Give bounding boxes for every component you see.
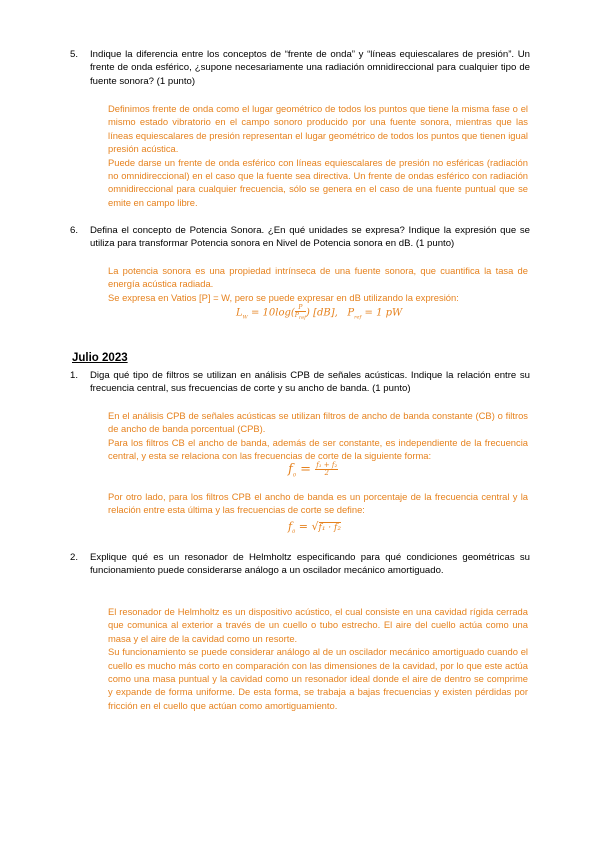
question-number: 5.: [70, 49, 79, 60]
question-text: Indique la diferencia entre los conceptos de “frente de onda” y “líneas equiescalares de presión”. Un frente de onda esférico, ¿supone necesariamente una radiación omnidireccional para cualquier tipo de fuente sonora? (1 punto): [90, 49, 530, 87]
answer-1-continued: [108, 490, 528, 517]
answer-paragraph: El resonador de Helmholtz es un dispositivo acústico, el cual consiste en una cavidad rígida cerrada que comunica al exterior a través de un cuello o tubo estrecho. El aire del cuello actúa como una masa y el aire de la cavidad como un resorte.: [108, 606, 528, 644]
answer-paragraph: Definimos frente de onda como el lugar geométrico de todos los puntos que tiene la misma fase o el mismo estado vibratorio en el campo sonoro producido por una fuente sonora, mientras que las líneas equiescalares de presión representan el lugar geométrico de todos los puntos que tienen igual presión acústica.: [108, 103, 528, 155]
answer-paragraph: La potencia sonora es una propiedad intrínseca de una fuente sonora, que cuantifica la tasa de energía acústica radiada.: [108, 265, 528, 290]
answer-paragraph: Puede darse un frente de onda esférico con líneas equiescalares de presión no esféricas (radiación no omnidireccional) en el caso que la fuente sea directiva. Un frente de ondas esférico con radiación omnidireccional para cualquier frecuencia, sólo se genera en el caso de una fuente puntual que se emite en campo libre.: [108, 156, 528, 208]
answer-paragraph: Para los filtros CB el ancho de banda, además de ser constante, es independiente de la frecuencia central, y esta se relaciona con las frecuencias de corte de la siguiente forma:: [108, 436, 528, 462]
question-5: [70, 48, 530, 88]
question-number: 2.: [70, 552, 79, 563]
answer-paragraph: Su funcionamiento se puede considerar análogo al de un oscilador mecánico amortiguado cuando el cuello es mucho más corto en comparación con las dimensiones de la cavidad, por lo que este actúa como una masa puntual y la cavidad como un resonador ideal donde el aire de dentro se comprime y expande de forma uniforme. De esta forma, se trabaja a bajas frecuencias y existen pérdidas por fricción en el cuello que actúan como amortiguamiento.: [108, 646, 528, 711]
answer-2: [108, 605, 528, 712]
question-1: [70, 369, 530, 396]
cpb-center-frequency-formula: $f_0 = √f_1 \cdot f_2$: [288, 520, 341, 536]
question-text: Diga qué tipo de filtros se utilizan en análisis CPB de señales acústicas. Indique la relación entre su frecuencia central, sus frecuencias de corte y su ancho de banda. (1 punto): [90, 370, 530, 395]
answer-5: [108, 102, 528, 209]
question-2: [70, 551, 530, 578]
question-number: 1.: [70, 370, 79, 381]
sound-power-level-formula: $L_W = 10\log$( $\frac{P}{P_{ref}}$ ) [dB], $P_{ref} = 1$ pW: [236, 304, 403, 322]
answer-6: [108, 264, 528, 304]
question-number: 6.: [70, 225, 79, 236]
answer-1: [108, 409, 528, 463]
section-heading: Julio 2023: [72, 352, 128, 364]
answer-paragraph: En el análisis CPB de señales acústicas se utilizan filtros de ancho de banda constante (CB) o filtros de ancho de banda porcentual (CPB).: [108, 410, 528, 435]
question-text: Defina el concepto de Potencia Sonora. ¿En qué unidades se expresa? Indique la expresión que se utiliza para transformar Potencia sonora en Nivel de Potencia sonora en dB. (1 punto): [90, 225, 530, 250]
question-6: [70, 224, 530, 251]
cb-center-frequency-formula: $f_0$ = $\frac{\text{f₁ + f₂}}{2}$: [288, 461, 338, 479]
answer-paragraph: Por otro lado, para los filtros CPB el ancho de banda es un porcentaje de la frecuencia central y la relación entre esta última y las frecuencias de corte se define:: [108, 491, 528, 516]
question-text: Explique qué es un resonador de Helmholtz especificando para qué condiciones geométricas su funcionamiento puede considerarse análogo a un oscilador mecánico amortiguado.: [90, 552, 530, 577]
answer-paragraph: Se expresa en Vatios [P] = W, pero se puede expresar en dB utilizando la expresión:: [108, 291, 459, 303]
